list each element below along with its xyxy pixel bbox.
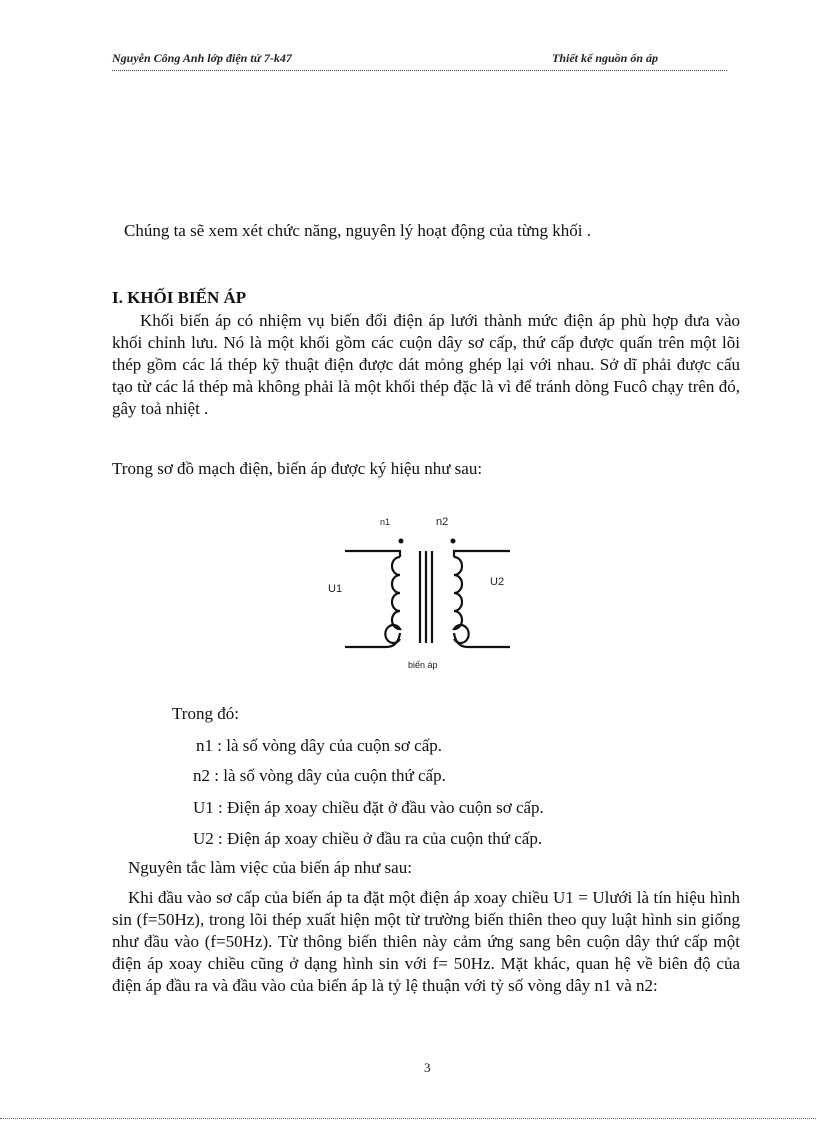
transformer-wiring [345,551,510,647]
primary-dot-marker [399,539,404,544]
page-number: 3 [424,1060,431,1075]
legend-item-n2: n2 : là số vòng dây của cuộn thứ cấp. [193,766,446,785]
section-paragraph: Khối biến áp có nhiệm vụ biến đổi điện áp lưới thành mức điện áp phù hợp đưa vào khối chỉnh lưu. Nó là một khối gồm các cuộn dây sơ cấp, thứ cấp được quấn trên một lõi thép gồm các lá thép kỹ thuật điện được dát mỏng ghép lại với nhau. Sở dĩ phải được cấu tạo từ các lá thép mà không phải là một khối thép đặc là vì để tránh dòng Fucô chạy trên đó, gây toả nhiệt . [112,311,740,418]
legend-item-u2: U2 : Điện áp xoay chiều ở đầu ra của cuộn thứ cấp. [193,829,543,848]
u1-label: U1 [328,583,343,595]
transformer-symbol-figure [320,505,520,675]
section-heading: I. KHỐI BIẾN ÁP [112,288,247,307]
n2-label: n2 [436,516,449,528]
legend-title: Trong đó: [172,704,239,723]
footer-divider [0,1118,816,1119]
header-author: Nguyễn Công Anh lớp điện tử 7-k47 [112,51,292,65]
u2-label: U2 [490,576,505,588]
header-document-title: Thiết kế nguồn ổn áp [552,51,659,65]
legend-item-n1: n1 : là số vòng dây của cuộn sơ cấp. [196,736,442,755]
n1-label: n1 [380,517,391,527]
symbol-intro-text: Trong sơ đồ mạch điện, biến áp được ký hiệu như sau: [112,459,483,478]
secondary-dot-marker [451,539,456,544]
figure-caption: biến áp [408,660,438,670]
header-divider [112,70,727,71]
legend-item-u1: U1 : Điện áp xoay chiều đặt ở đầu vào cuộn sơ cấp. [193,798,544,817]
principle-paragraph: Khi đầu vào sơ cấp của biến áp ta đặt một điện áp xoay chiều U1 = Ulưới là tín hiệu hình sin (f=50Hz), trong lõi thép xuất hiện một từ trường biến thiên theo quy luật hình sin giống như đầu vào (f=50Hz). Từ thông biến thiên này cảm ứng sang bên cuộn dây thứ cấp một điện áp xoay chiều cũng ở dạng hình sin với f= 50Hz. Mặt khác, quan hệ về biên độ của điện áp đầu ra và đầu vào của biến áp là tỷ lệ thuận với tỷ số vòng dây n1 và n2: [112,888,740,995]
intro-text: Chúng ta sẽ xem xét chức năng, nguyên lý hoạt động của từng khối . [124,221,591,240]
principle-title: Nguyên tắc làm việc của biến áp như sau: [128,858,412,877]
